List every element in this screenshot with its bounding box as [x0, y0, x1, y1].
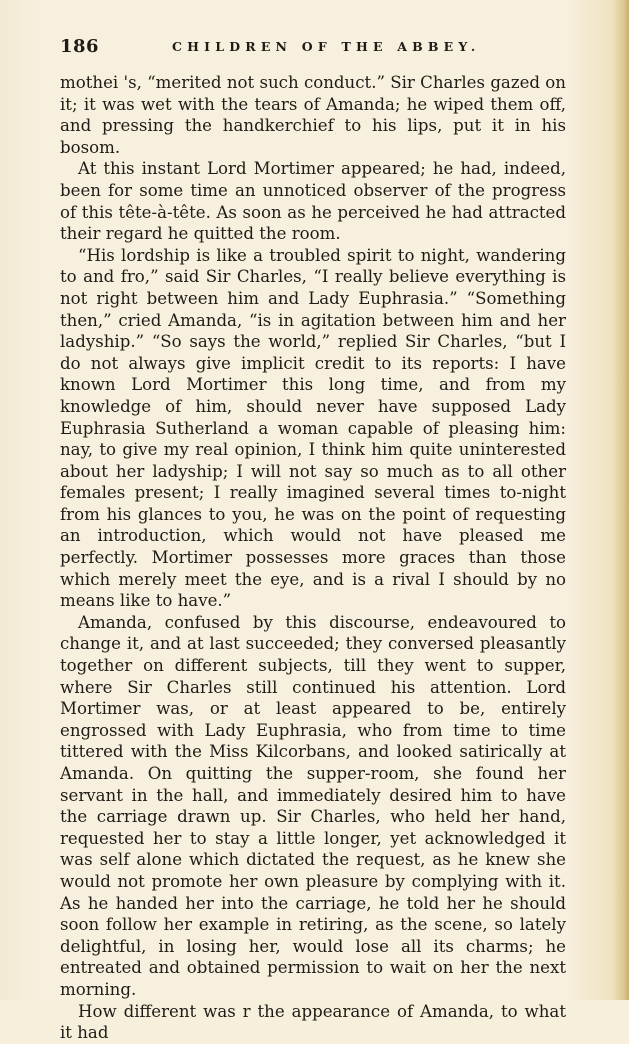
- paragraph-3: “His lordship is like a troubled spirit to night, wandering to and fro,” said Sir Charles, “I really believe everything is not right between him and Lady Euphrasia.” “Something then,” cried Amanda, “is in agitation between him and her ladyship.” “So says the world,” replied Sir Charles, “but I do not always give implicit credit to its reports: I have known Lord Mortimer this long time, and from my knowledge of him, should never have supposed Lady Euphrasia Sutherland a woman capable of pleasing him: nay, to give my real opinion, I think him quite uninterested about her ladyship; I will not say so much as to all other females present; I really imagined several times to-night from his glances to you, he was on the point of requesting an introduction, which would not have pleased me perfectly. Mortimer possesses more graces than those which merely meet the eye, and is a rival I should by no means like to have.”: [60, 245, 566, 611]
- page-edge-shadow: [615, 0, 629, 1000]
- running-title: CHILDREN OF THE ABBEY.: [172, 39, 481, 54]
- paragraph-5: How different was r the appearance of Amanda, to what it had: [60, 1001, 566, 1043]
- body-text: [60, 72, 566, 1044]
- page-number: 186: [60, 36, 100, 57]
- paragraph-4: Amanda, confused by this discourse, endeavoured to change it, and at last succeeded; they conversed pleasantly together on different subjects, till they went to supper, where Sir Charles still continued his attention. Lord Mortimer was, or at least appeared to be, entirely engrossed with Lady Euphrasia, who from time to time tittered with the Miss Kilcorbans, and looked satirically at Amanda. On quitting the supper-room, she found her servant in the hall, and immediately desired him to have the carriage drawn up. Sir Charles, who held her hand, requested her to stay a little longer, yet acknowledged it was self alone which dictated the request, as he knew she would not promote her own pleasure by complying with it. As he handed her into the carriage, he told her he should soon follow her example in retiring, as the scene, so lately delightful, in losing her, would lose all its charms; he entreated and obtained permission to wait on her the next morning.: [60, 612, 566, 999]
- paragraph-1: mothei 's, “merited not such conduct.” Sir Charles gazed on it; it was wet with the tears of Amanda; he wiped them off, and pressing the handkerchief to his lips, put it in his bosom.: [60, 73, 566, 157]
- page-header: [60, 36, 600, 60]
- paragraph-2: At this instant Lord Mortimer appeared; he had, indeed, been for some time an unnoticed observer of the progress of this tête-à-tête. As soon as he perceived he had attracted their regard he quitted the room.: [60, 159, 566, 244]
